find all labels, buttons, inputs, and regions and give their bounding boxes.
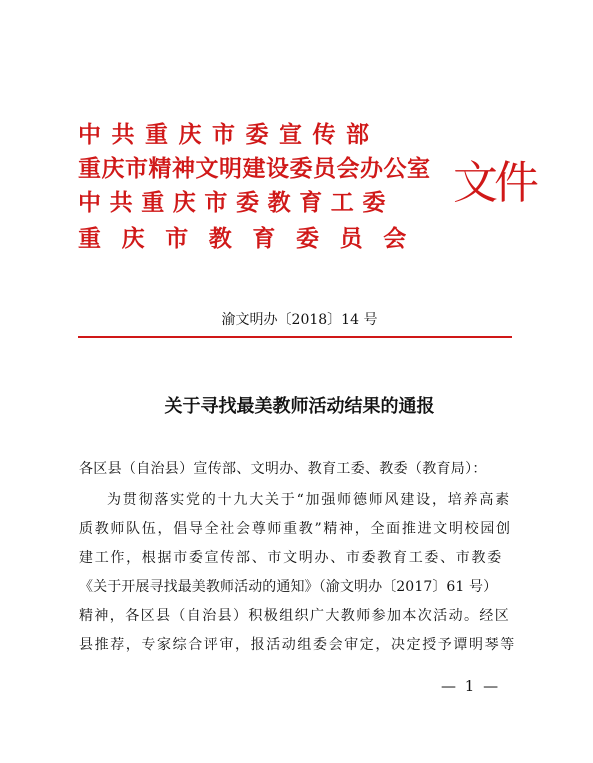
issuer-civilization-office: 重庆市精神文明建设委员会办公室 — [78, 156, 431, 182]
red-divider-line — [78, 336, 512, 338]
issuer-education-work-committee: 中共重庆市委教育工委 — [78, 190, 394, 216]
body-paragraph-line: 《关于开展寻找最美教师活动的通知》（渝文明办〔2017〕61 号） — [79, 579, 498, 595]
body-paragraph-line: 质教师队伍，倡导全社会尊师重教”精神，全面推进文明校园创 — [79, 521, 512, 537]
addressee-line: 各区县（自治县）宣传部、文明办、教育工委、教委（教育局）： — [79, 461, 487, 477]
body-paragraph-line: 建工作，根据市委宣传部、市文明办、市委教育工委、市教委 — [79, 550, 503, 566]
body-paragraph-line: 县推荐，专家综合评审，报活动组委会审定，决定授予谭明琴等 — [79, 637, 516, 653]
document-number: 渝文明办〔2018〕14 号 — [221, 312, 378, 328]
document-title: 关于寻找最美教师活动结果的通报 — [164, 396, 435, 417]
body-paragraph-line: 为贯彻落实党的十九大关于“加强师德师风建设，培养高素 — [107, 492, 511, 508]
body-paragraph-line: 精神，各区县（自治县）积极组织广大教师参加本次活动。经区 — [79, 608, 511, 624]
issuer-publicity-department: 中共重庆市委宣传部 — [78, 122, 380, 148]
document-type-label: 文件 — [453, 156, 536, 209]
document-header — [78, 120, 536, 270]
issuer-education-commission: 重庆市教育委员会 — [78, 226, 427, 252]
page-number: — 1 — — [441, 677, 501, 695]
